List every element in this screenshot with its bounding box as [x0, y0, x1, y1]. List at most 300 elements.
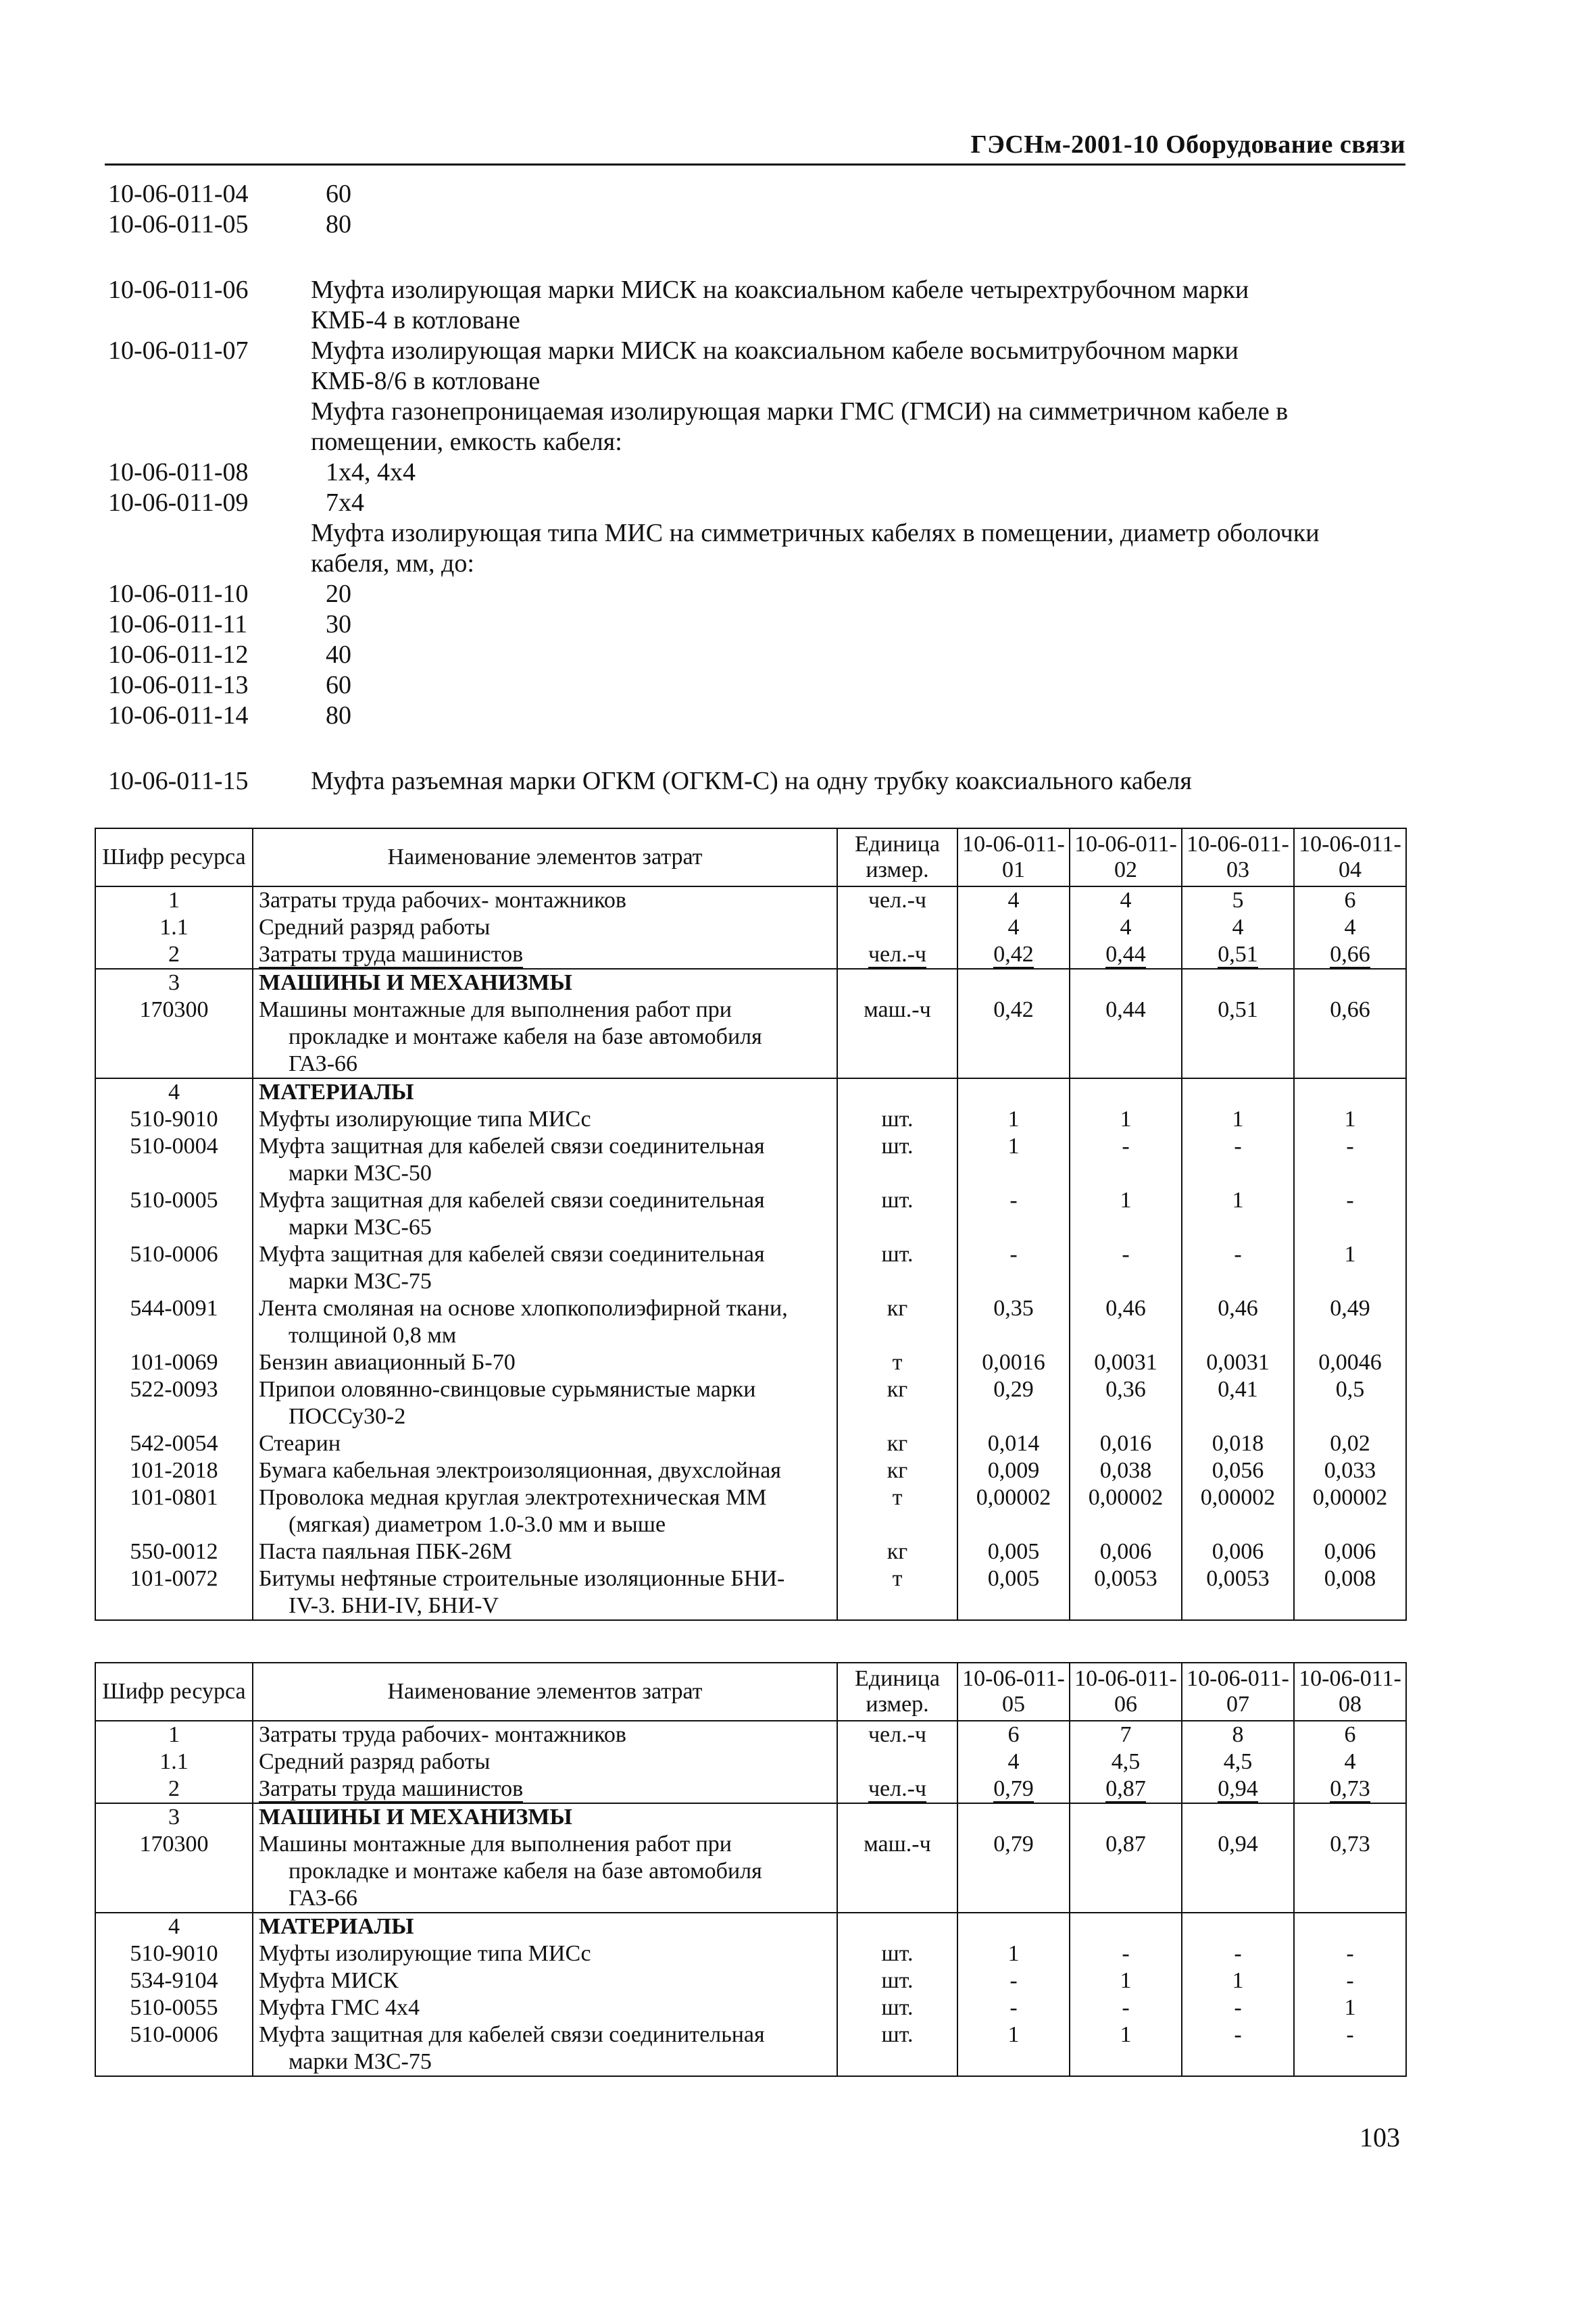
- unit-cell: [837, 1430, 957, 1457]
- table-row: [95, 1457, 1406, 1484]
- resource-name-text: Затраты труда машинистов: [259, 942, 524, 967]
- value-text: 0,018: [1212, 1431, 1264, 1456]
- table-row: [95, 1565, 1406, 1620]
- norm-list-item: [108, 579, 1402, 609]
- resource-name: [253, 1349, 837, 1376]
- value-text: -: [1234, 1995, 1242, 2020]
- value-text: 0,006: [1324, 1539, 1376, 1564]
- resource-code: 1.1: [95, 914, 253, 941]
- resource-name-continuation: (мягкая) диаметром 1.0-3.0 мм и выше: [289, 1512, 666, 1537]
- resource-name-text: Стеарин: [259, 1431, 341, 1456]
- value-cell: [1070, 1484, 1182, 1538]
- value-cell: [1070, 1940, 1182, 1967]
- resource-code: 170300: [95, 997, 253, 1078]
- resource-name: [253, 1967, 837, 1994]
- resource-name: [253, 914, 837, 941]
- value-cell: [1070, 997, 1182, 1078]
- norm-code: 10-06-011-11: [108, 610, 248, 638]
- resource-name-text: Затраты труда машинистов: [259, 1776, 524, 1801]
- spacer: [108, 240, 1402, 275]
- value-text: -: [1009, 1188, 1018, 1213]
- table-row: [95, 1133, 1406, 1187]
- col-header-norm: 10-06-011-03: [1182, 828, 1294, 886]
- section-heading: [253, 969, 837, 997]
- unit-cell: [837, 1776, 957, 1803]
- value-cell: [1182, 1803, 1294, 1831]
- resource-name: [253, 1776, 837, 1803]
- value-cell: [1294, 1349, 1406, 1376]
- unit-cell: [837, 1106, 957, 1133]
- value-cell: [957, 1967, 1070, 1994]
- resource-name-text: Лента смоляная на основе хлопкополиэфирной ткани,: [259, 1296, 788, 1321]
- table-row: [95, 1349, 1406, 1376]
- resource-name-text: Муфта защитная для кабелей связи соединительная: [259, 1134, 765, 1159]
- value-cell: [1182, 886, 1294, 914]
- norm-code: [108, 305, 311, 336]
- table-row: [95, 1538, 1406, 1565]
- value-text: 0,94: [1218, 1776, 1258, 1801]
- unit-text: кг: [887, 1539, 908, 1564]
- unit-text: шт.: [881, 1995, 914, 2020]
- value-cell: [1294, 1831, 1406, 1913]
- resource-name-text: Бумага кабельная электроизоляционная, двухслойная: [259, 1458, 781, 1483]
- value-cell: [957, 1565, 1070, 1620]
- unit-cell: [837, 1538, 957, 1565]
- value-text: 4: [1007, 915, 1020, 940]
- value-text: 0,00002: [1200, 1485, 1276, 1510]
- value-cell: [957, 997, 1070, 1078]
- resource-name: [253, 1376, 837, 1430]
- norm-code: 10-06-011-14: [108, 701, 249, 730]
- resource-name: [253, 1940, 837, 1967]
- value-text: 0,46: [1105, 1296, 1146, 1321]
- norm-list-item: [108, 609, 1402, 640]
- value-text: 0,42: [993, 997, 1034, 1022]
- value-text: 1: [1007, 1134, 1020, 1159]
- value-cell: [1294, 1295, 1406, 1349]
- value-cell: [1294, 1430, 1406, 1457]
- value-text: 0,008: [1324, 1566, 1376, 1591]
- value-text: 1: [1232, 1107, 1244, 1132]
- resource-name-text: Затраты труда рабочих- монтажников: [259, 1722, 626, 1747]
- table-row: [95, 1484, 1406, 1538]
- value-cell: [1070, 1967, 1182, 1994]
- table-row: [95, 1967, 1406, 1994]
- value-text: 0,66: [1330, 942, 1370, 967]
- value-text: 0,44: [1105, 997, 1146, 1022]
- resource-code: 4: [95, 1913, 253, 1940]
- resource-name-text: Муфта МИСК: [259, 1968, 399, 1993]
- value-cell: [1182, 1940, 1294, 1967]
- value-cell: [1294, 1187, 1406, 1241]
- norm-list-item: [108, 209, 1402, 240]
- value-cell: [1182, 1430, 1294, 1457]
- resource-code: 510-0005: [95, 1187, 253, 1241]
- resource-code: 534-9104: [95, 1967, 253, 1994]
- unit-text: т: [892, 1350, 903, 1375]
- value-text: -: [1234, 2022, 1242, 2047]
- resource-name-text: Машины монтажные для выполнения работ при: [259, 997, 732, 1022]
- norm-description: Муфта изолирующая типа МИС на симметричных кабелях в помещении, диаметр оболочки: [311, 519, 1320, 547]
- value-text: -: [1346, 1188, 1354, 1213]
- resource-name-continuation: прокладке и монтаже кабеля на базе автомобиля ГАЗ-66: [289, 1024, 762, 1076]
- value-cell: [957, 1538, 1070, 1565]
- value-cell: [1294, 914, 1406, 941]
- resource-name-continuation: ПОССу30-2: [289, 1404, 406, 1429]
- value-text: 7: [1120, 1722, 1132, 1747]
- unit-cell: [837, 969, 957, 997]
- col-header-unit: Единица измер.: [837, 1663, 957, 1721]
- resource-name-text: Машины монтажные для выполнения работ при: [259, 1832, 732, 1857]
- unit-cell: [837, 1349, 957, 1376]
- unit-text: шт.: [881, 1242, 914, 1267]
- norm-description: 60: [326, 180, 351, 208]
- table-row: [95, 1295, 1406, 1349]
- value-text: 1: [1120, 1188, 1132, 1213]
- running-header: [105, 122, 1405, 166]
- resource-name-text: Муфта защитная для кабелей связи соединительная: [259, 1242, 765, 1267]
- value-text: -: [1009, 1968, 1018, 1993]
- unit-cell: [837, 886, 957, 914]
- page-number: 103: [1360, 2122, 1400, 2153]
- resource-name-text: Средний разряд работы: [259, 915, 491, 940]
- resource-name: [253, 1749, 837, 1776]
- value-text: 0,056: [1212, 1458, 1264, 1483]
- col-header-code: Шифр ресурса: [95, 1663, 253, 1721]
- resource-name-text: Проволока медная круглая электротехническая ММ: [259, 1485, 767, 1510]
- value-text: 0,51: [1218, 942, 1258, 967]
- resource-name: [253, 1484, 837, 1538]
- value-text: 0,79: [993, 1776, 1034, 1801]
- norm-description: 80: [326, 210, 351, 238]
- unit-cell: [837, 997, 957, 1078]
- norm-description: 1х4, 4х4: [326, 458, 416, 486]
- value-cell: [1182, 1749, 1294, 1776]
- norm-list-item: [108, 549, 1402, 579]
- value-cell: [957, 1430, 1070, 1457]
- resource-name: [253, 1721, 837, 1749]
- unit-cell: [837, 1721, 957, 1749]
- norm-list-item: [108, 336, 1402, 366]
- resource-code: 170300: [95, 1831, 253, 1913]
- col-header-code: Шифр ресурса: [95, 828, 253, 886]
- resource-name-text: Муфты изолирующие типа МИСс: [259, 1941, 591, 1966]
- norm-list-item: [108, 701, 1402, 731]
- resource-name: [253, 886, 837, 914]
- resource-name-text: Муфта защитная для кабелей связи соединительная: [259, 1188, 765, 1213]
- norm-description: Муфта изолирующая марки МИСК на коаксиальном кабеле восьмитрубочном марки: [311, 336, 1239, 365]
- norm-code: 10-06-011-08: [108, 458, 249, 486]
- unit-cell: [837, 1187, 957, 1241]
- resource-name: [253, 1241, 837, 1295]
- norm-code: 10-06-011-15: [108, 767, 249, 795]
- value-cell: [1182, 1994, 1294, 2021]
- unit-text: шт.: [881, 1134, 914, 1159]
- norm-list-item: [108, 305, 1402, 336]
- value-text: 6: [1344, 888, 1356, 913]
- value-cell: [1070, 1803, 1182, 1831]
- value-cell: [1182, 1295, 1294, 1349]
- value-text: 0,00002: [976, 1485, 1051, 1510]
- value-text: 6: [1007, 1722, 1020, 1747]
- table-row: [95, 886, 1406, 914]
- norm-code: 10-06-011-06: [108, 276, 249, 304]
- resource-code: 101-0069: [95, 1349, 253, 1376]
- value-cell: [1294, 1967, 1406, 1994]
- value-cell: [957, 1133, 1070, 1187]
- resource-name-text: Муфты изолирующие типа МИСс: [259, 1107, 591, 1132]
- col-header-norm: 10-06-011-07: [1182, 1663, 1294, 1721]
- value-cell: [1294, 1940, 1406, 1967]
- value-cell: [1070, 1994, 1182, 2021]
- resource-code: 2: [95, 941, 253, 969]
- resource-code: 2: [95, 1776, 253, 1803]
- value-cell: [957, 1349, 1070, 1376]
- resource-name-text: Муфта защитная для кабелей связи соединительная: [259, 2022, 765, 2047]
- value-cell: [1070, 1776, 1182, 1803]
- norm-description: Муфта изолирующая марки МИСК на коаксиальном кабеле четырехтрубочном марки: [311, 276, 1249, 304]
- unit-cell: [837, 1940, 957, 1967]
- value-cell: [1070, 1106, 1182, 1133]
- table-row: [95, 1721, 1406, 1749]
- resource-name-text: Бензин авиационный Б-70: [259, 1350, 516, 1375]
- value-text: 0,00002: [1312, 1485, 1388, 1510]
- norm-description: Муфта разъемная марки ОГКМ (ОГКМ-С) на одну трубку коаксиального кабеля: [311, 767, 1192, 795]
- value-cell: [1070, 1349, 1182, 1376]
- norm-list-item: [108, 179, 1402, 209]
- value-text: 5: [1232, 888, 1244, 913]
- value-text: 0,46: [1218, 1296, 1258, 1321]
- resource-name: [253, 1994, 837, 2021]
- unit-cell: [837, 1831, 957, 1913]
- value-cell: [957, 1457, 1070, 1484]
- table-row: [95, 1994, 1406, 2021]
- resource-name-continuation: IV-3. БНИ-IV, БНИ-V: [289, 1593, 499, 1618]
- table-row: [95, 1376, 1406, 1430]
- value-cell: [957, 1241, 1070, 1295]
- value-text: 0,009: [987, 1458, 1040, 1483]
- value-cell: [1182, 1538, 1294, 1565]
- table-row: [95, 1430, 1406, 1457]
- value-cell: [1070, 1078, 1182, 1106]
- value-cell: [957, 1106, 1070, 1133]
- value-cell: [957, 1776, 1070, 1803]
- section-heading: [253, 1913, 837, 1940]
- unit-text: шт.: [881, 1968, 914, 1993]
- resource-table-2: [95, 1662, 1407, 2077]
- resource-name: [253, 941, 837, 969]
- value-cell: [1070, 914, 1182, 941]
- value-text: 0,87: [1105, 1832, 1146, 1857]
- resource-name: [253, 1538, 837, 1565]
- table-row: [95, 941, 1406, 969]
- value-cell: [1294, 1078, 1406, 1106]
- value-cell: [1070, 1913, 1182, 1940]
- resource-name-text: Припои оловянно-свинцовые сурьмянистые марки: [259, 1377, 756, 1402]
- value-text: 1: [1344, 1242, 1356, 1267]
- norm-list-item: [108, 670, 1402, 701]
- value-text: 0,29: [993, 1377, 1034, 1402]
- value-cell: [1294, 1803, 1406, 1831]
- unit-cell: [837, 1484, 957, 1538]
- value-text: 0,014: [987, 1431, 1040, 1456]
- unit-text: кг: [887, 1458, 908, 1483]
- unit-text: т: [892, 1485, 903, 1510]
- col-header-norm: 10-06-011-06: [1070, 1663, 1182, 1721]
- value-text: 0,35: [993, 1296, 1034, 1321]
- norm-description: КМБ-8/6 в котловане: [311, 367, 541, 395]
- value-cell: [1294, 1376, 1406, 1430]
- unit-cell: [837, 914, 957, 941]
- resource-name: [253, 1831, 837, 1913]
- resource-name: [253, 1457, 837, 1484]
- resource-name-continuation: марки МЗС-50: [289, 1161, 432, 1186]
- unit-cell: [837, 1133, 957, 1187]
- value-cell: [1070, 2021, 1182, 2076]
- value-cell: [1182, 1187, 1294, 1241]
- value-cell: [1182, 1241, 1294, 1295]
- value-text: 0,73: [1330, 1832, 1370, 1857]
- table-row: [95, 1940, 1406, 1967]
- table-row: [95, 1187, 1406, 1241]
- resource-name: [253, 2021, 837, 2076]
- col-header-norm: 10-06-011-02: [1070, 828, 1182, 886]
- unit-text: чел.-ч: [868, 1722, 927, 1747]
- value-cell: [1294, 1565, 1406, 1620]
- value-text: -: [1346, 2022, 1354, 2047]
- unit-cell: [837, 1994, 957, 2021]
- resource-code: 542-0054: [95, 1430, 253, 1457]
- resource-name: [253, 1565, 837, 1620]
- col-header-unit: Единица измер.: [837, 828, 957, 886]
- unit-cell: [837, 1078, 957, 1106]
- value-text: 1: [1344, 1995, 1356, 2020]
- value-text: 0,005: [987, 1539, 1040, 1564]
- table-row: [95, 2021, 1406, 2076]
- unit-cell: [837, 1241, 957, 1295]
- value-cell: [1070, 1430, 1182, 1457]
- value-text: 4,5: [1223, 1749, 1253, 1774]
- value-cell: [1182, 1831, 1294, 1913]
- value-cell: [957, 1831, 1070, 1913]
- value-text: -: [1009, 1242, 1018, 1267]
- value-cell: [957, 1994, 1070, 2021]
- resource-code: 101-0072: [95, 1565, 253, 1620]
- col-header-name: Наименование элементов затрат: [253, 1663, 837, 1721]
- resource-name: [253, 1106, 837, 1133]
- resource-code: 1: [95, 1721, 253, 1749]
- value-text: -: [1122, 1134, 1130, 1159]
- value-cell: [1070, 969, 1182, 997]
- value-text: -: [1346, 1134, 1354, 1159]
- section-heading: [253, 1803, 837, 1831]
- resource-name-text: МАТЕРИАЛЫ: [259, 1080, 414, 1105]
- value-text: 0,0031: [1206, 1350, 1270, 1375]
- table-row: [95, 1776, 1406, 1803]
- value-cell: [1294, 941, 1406, 969]
- norm-description: 80: [326, 701, 351, 730]
- value-cell: [1294, 2021, 1406, 2076]
- value-text: 1: [1232, 1188, 1244, 1213]
- value-cell: [1182, 1376, 1294, 1430]
- unit-text: шт.: [881, 1941, 914, 1966]
- norm-description: 60: [326, 671, 351, 699]
- table-row: [95, 1803, 1406, 1831]
- resource-name-text: Средний разряд работы: [259, 1749, 491, 1774]
- col-header-norm: 10-06-011-08: [1294, 1663, 1406, 1721]
- value-cell: [957, 1940, 1070, 1967]
- value-text: 0,033: [1324, 1458, 1376, 1483]
- resource-table-1: [95, 828, 1407, 1621]
- value-text: 0,006: [1212, 1539, 1264, 1564]
- norm-list-item: [108, 518, 1402, 549]
- value-text: 0,42: [993, 942, 1034, 967]
- value-cell: [1070, 1457, 1182, 1484]
- value-text: 1: [1344, 1107, 1356, 1132]
- table-row: [95, 969, 1406, 997]
- table-header-row: [95, 1663, 1406, 1721]
- table-header-row: [95, 828, 1406, 886]
- norm-list-item: [108, 640, 1402, 670]
- resource-code: 510-0055: [95, 1994, 253, 2021]
- unit-text: кг: [887, 1377, 908, 1402]
- value-text: 0,5: [1335, 1377, 1365, 1402]
- header-title: ГЭСНм-2001-10 Оборудование связи: [970, 130, 1405, 159]
- value-text: 4: [1232, 915, 1244, 940]
- value-cell: [957, 941, 1070, 969]
- value-text: 0,94: [1218, 1832, 1258, 1857]
- value-cell: [1070, 1376, 1182, 1430]
- value-text: 0,0016: [982, 1350, 1045, 1375]
- value-text: 4: [1007, 1749, 1020, 1774]
- resource-code: 101-2018: [95, 1457, 253, 1484]
- value-cell: [957, 1187, 1070, 1241]
- resource-name-continuation: марки МЗС-75: [289, 2049, 432, 2074]
- norm-list-item: [108, 766, 1402, 797]
- value-cell: [1070, 1538, 1182, 1565]
- value-cell: [1182, 1349, 1294, 1376]
- value-text: 4: [1007, 888, 1020, 913]
- norm-code: 10-06-011-13: [108, 671, 249, 699]
- resource-name-continuation: марки МЗС-75: [289, 1269, 432, 1294]
- value-cell: [1294, 997, 1406, 1078]
- value-cell: [1294, 1776, 1406, 1803]
- value-text: 1: [1232, 1968, 1244, 1993]
- value-text: 0,73: [1330, 1776, 1370, 1801]
- resource-name-text: Муфта ГМС 4х4: [259, 1995, 420, 2020]
- value-text: 0,66: [1330, 997, 1370, 1022]
- value-cell: [1070, 1133, 1182, 1187]
- value-cell: [957, 1803, 1070, 1831]
- value-text: 8: [1232, 1722, 1244, 1747]
- value-cell: [1182, 914, 1294, 941]
- value-text: 0,51: [1218, 997, 1258, 1022]
- value-text: 0,0031: [1094, 1350, 1157, 1375]
- value-cell: [1182, 1457, 1294, 1484]
- col-header-name: Наименование элементов затрат: [253, 828, 837, 886]
- value-cell: [1294, 1721, 1406, 1749]
- resource-name-continuation: марки МЗС-65: [289, 1215, 432, 1240]
- norm-code: [108, 366, 311, 397]
- value-cell: [957, 969, 1070, 997]
- norm-code: [108, 518, 311, 549]
- value-text: 0,44: [1105, 942, 1146, 967]
- resource-code: 510-0006: [95, 1241, 253, 1295]
- value-text: 0,79: [993, 1832, 1034, 1857]
- value-cell: [1182, 1484, 1294, 1538]
- resource-name: [253, 1133, 837, 1187]
- resource-code: 3: [95, 1803, 253, 1831]
